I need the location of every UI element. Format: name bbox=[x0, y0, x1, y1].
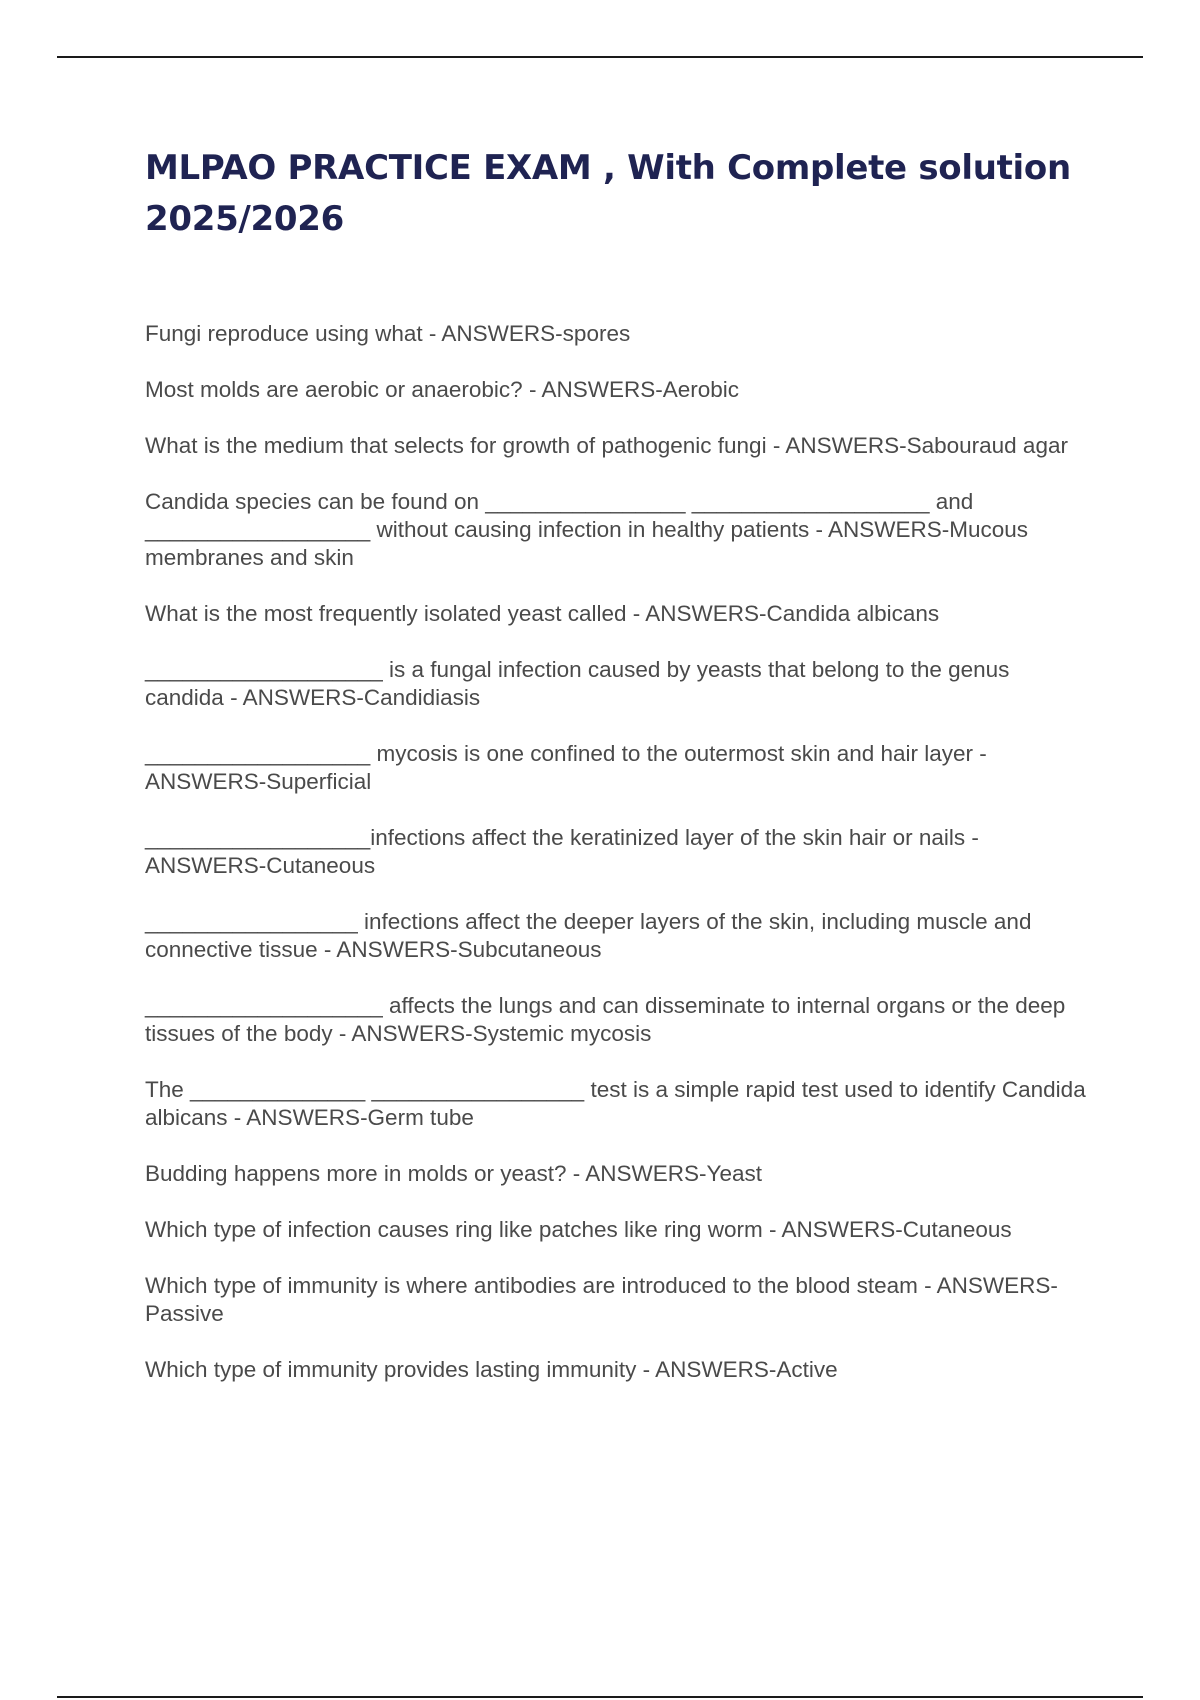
qa-item: Which type of infection causes ring like patches like ring worm - ANSWERS-Cutaneous bbox=[145, 1217, 1012, 1242]
qa-item: __________________ mycosis is one confined to the outermost skin and hair layer - ANSWERS-Superficial bbox=[145, 741, 987, 794]
qa-item: What is the medium that selects for growth of pathogenic fungi - ANSWERS-Sabouraud agar bbox=[145, 433, 1068, 458]
document-title bbox=[145, 143, 1085, 245]
top-rule bbox=[57, 56, 1143, 58]
question-answer-list bbox=[145, 320, 1090, 1412]
title-line-1: MLPAO PRACTICE EXAM , With Complete solution bbox=[145, 148, 1071, 188]
bottom-rule bbox=[57, 1696, 1143, 1698]
qa-item: Which type of immunity provides lasting immunity - ANSWERS-Active bbox=[145, 1357, 838, 1382]
qa-item: What is the most frequently isolated yeast called - ANSWERS-Candida albicans bbox=[145, 601, 940, 626]
qa-item: The ______________ _________________ test is a simple rapid test used to identify Candida albicans - ANSWERS-Germ tube bbox=[145, 1077, 1086, 1130]
qa-item: Budding happens more in molds or yeast? - ANSWERS-Yeast bbox=[145, 1161, 762, 1186]
qa-item: ___________________ is a fungal infection caused by yeasts that belong to the genus candida - ANSWERS-Candidiasis bbox=[145, 657, 1010, 710]
qa-item: __________________infections affect the keratinized layer of the skin hair or nails - ANSWERS-Cutaneous bbox=[145, 825, 979, 878]
title-line-2: 2025/2026 bbox=[145, 199, 344, 239]
qa-item: Candida species can be found on ________________ ___________________ and __________________ without causing infection in healthy patients - ANSWERS-Mucous membranes and skin bbox=[145, 489, 1029, 570]
qa-item: Which type of immunity is where antibodies are introduced to the blood steam - ANSWERS-Passive bbox=[145, 1273, 1058, 1326]
qa-item: Fungi reproduce using what - ANSWERS-spores bbox=[145, 321, 631, 346]
qa-item: Most molds are aerobic or anaerobic? - ANSWERS-Aerobic bbox=[145, 377, 739, 402]
qa-item: ___________________ affects the lungs and can disseminate to internal organs or the deep tissues of the body - ANSWERS-Systemic mycosis bbox=[145, 993, 1066, 1046]
qa-item: _________________ infections affect the deeper layers of the skin, including muscle and connective tissue - ANSWERS-Subcutaneous bbox=[145, 909, 1032, 962]
